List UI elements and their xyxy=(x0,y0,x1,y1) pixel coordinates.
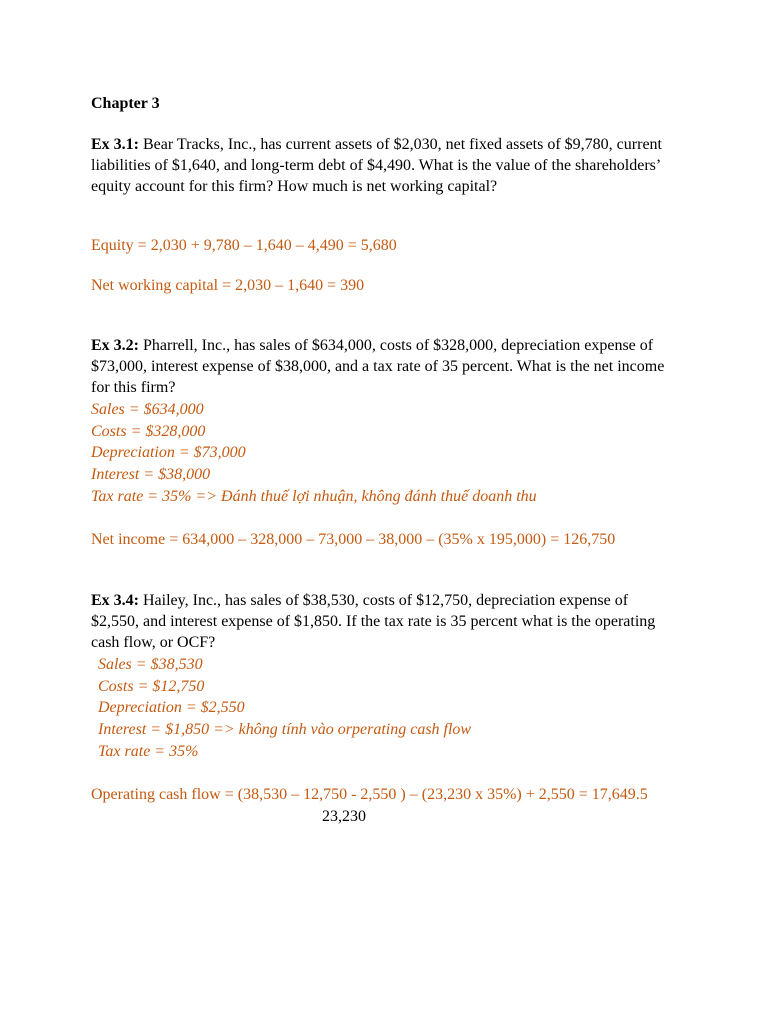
ex34-given-sales: Sales = $38,530 xyxy=(98,656,203,673)
ex31-question-line-1: Ex 3.1: Bear Tracks, Inc., has current assets of $2,030, net fixed assets of $9,780, current xyxy=(91,136,662,153)
ex34-label: Ex 3.4: xyxy=(91,592,139,609)
ex31-question-line-3: equity account for this firm? How much is net working capital? xyxy=(91,178,498,195)
ex32-question-line-3: for this firm? xyxy=(91,379,176,396)
ex31-answer-equity: Equity = 2,030 + 9,780 – 1,640 – 4,490 = 5,680 xyxy=(91,237,397,254)
ex32-question-line-1: Ex 3.2: Pharrell, Inc., has sales of $634,000, costs of $328,000, depreciation expense of xyxy=(91,337,654,354)
ex32-given-sales: Sales = $634,000 xyxy=(91,401,204,418)
ex34-question-line-2: $2,550, and interest expense of $1,850. If the tax rate is 35 percent what is the operating xyxy=(91,613,656,630)
ex32-given-depreciation: Depreciation = $73,000 xyxy=(91,444,246,461)
ex32-answer-net-income: Net income = 634,000 – 328,000 – 73,000 – 38,000 – (35% x 195,000) = 126,750 xyxy=(91,531,616,548)
ex31-label: Ex 3.1: xyxy=(91,136,139,153)
ex34-answer-operating-cash-flow: Operating cash flow = (38,530 – 12,750 - 2,550 ) – (23,230 x 35%) + 2,550 = 17,649.5 xyxy=(91,786,648,803)
ex32-given-tax-rate: Tax rate = 35% => Đánh thuế lợi nhuận, không đánh thuế doanh thu xyxy=(91,488,537,505)
ex32-given-costs: Costs = $328,000 xyxy=(91,423,206,440)
ex32-label: Ex 3.2: xyxy=(91,337,139,354)
ex34-question-line-3: cash flow, or OCF? xyxy=(91,634,216,651)
chapter-title: Chapter 3 xyxy=(91,95,160,112)
ex32-question-line-2: $73,000, interest expense of $38,000, and a tax rate of 35 percent. What is the net income xyxy=(91,358,665,375)
ex34-given-depreciation: Depreciation = $2,550 xyxy=(98,699,245,716)
ex34-question-line-1: Ex 3.4: Hailey, Inc., has sales of $38,530, costs of $12,750, depreciation expense of xyxy=(91,592,629,609)
ex32-given-interest: Interest = $38,000 xyxy=(91,466,211,483)
ex34-given-tax-rate: Tax rate = 35% xyxy=(98,743,199,760)
ex34-given-interest: Interest = $1,850 => không tính vào orperating cash flow xyxy=(98,721,472,738)
ex31-answer-net-working-capital: Net working capital = 2,030 – 1,640 = 390 xyxy=(91,277,365,294)
ex31-question-line-2: liabilities of $1,640, and long-term debt of $4,490. What is the value of the shareholders’ xyxy=(91,157,662,174)
ex34-given-costs: Costs = $12,750 xyxy=(98,678,205,695)
ex34-subtotal-note: 23,230 xyxy=(322,808,366,825)
